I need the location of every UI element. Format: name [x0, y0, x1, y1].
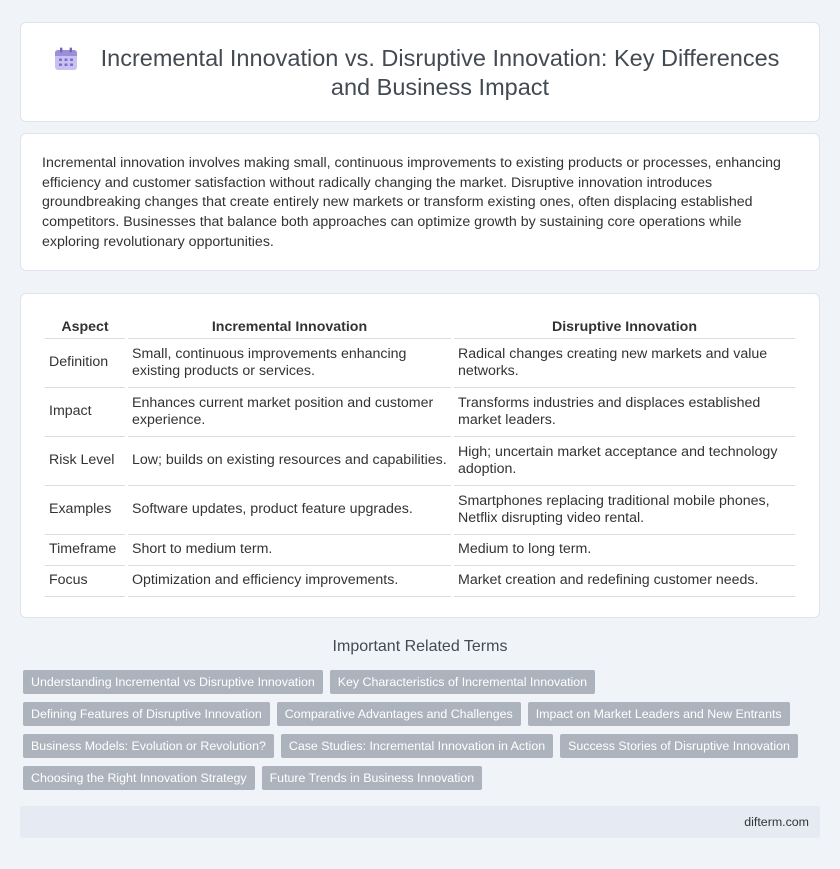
site-name[interactable]: difterm.com	[744, 815, 809, 829]
disruptive-cell: Smartphones replacing traditional mobile phones, Netflix disrupting video rental.	[454, 486, 795, 535]
header-card	[20, 22, 820, 122]
aspect-cell: Focus	[45, 566, 125, 597]
related-term-tag[interactable]: Success Stories of Disruptive Innovation	[560, 734, 798, 758]
related-term-tag[interactable]: Understanding Incremental vs Disruptive Innovation	[23, 670, 323, 694]
related-term-tag[interactable]: Choosing the Right Innovation Strategy	[23, 766, 255, 790]
table-row	[45, 566, 795, 597]
related-terms-list	[23, 670, 813, 798]
related-term-tag[interactable]: Comparative Advantages and Challenges	[277, 702, 521, 726]
table-row	[45, 339, 795, 388]
disruptive-cell: Radical changes creating new markets and value networks.	[454, 339, 795, 388]
page-title: Incremental Innovation vs. Disruptive Innovation: Key Differences and Business Impact	[100, 45, 780, 100]
aspect-cell: Impact	[45, 388, 125, 437]
column-header-incremental: Incremental Innovation	[128, 312, 451, 339]
table-row	[45, 388, 795, 437]
aspect-cell: Timeframe	[45, 535, 125, 566]
aspect-cell: Risk Level	[45, 437, 125, 486]
disruptive-cell: Medium to long term.	[454, 535, 795, 566]
table-row	[45, 535, 795, 566]
comparison-card	[20, 293, 820, 618]
related-term-tag[interactable]: Impact on Market Leaders and New Entrants	[528, 702, 790, 726]
table-row	[45, 437, 795, 486]
disruptive-cell: Transforms industries and displaces established market leaders.	[454, 388, 795, 437]
column-header-aspect: Aspect	[45, 312, 125, 339]
table-header-row	[45, 312, 795, 339]
disruptive-cell: High; uncertain market acceptance and technology adoption.	[454, 437, 795, 486]
related-term-tag[interactable]: Defining Features of Disruptive Innovation	[23, 702, 270, 726]
related-terms-heading: Important Related Terms	[332, 638, 508, 655]
intro-paragraph: Incremental innovation involves making small, continuous improvements to existing products or processes, enhancing efficiency and customer satisfaction without radically changing the market. Disruptive innovation introduces groundbreaking changes that create entirely new markets or transform existing ones, often displacing established competitors. Businesses that balance both approaches can optimize growth by sustaining core operations while exploring revolutionary opportunities.	[42, 155, 781, 250]
column-header-disruptive: Disruptive Innovation	[454, 312, 795, 339]
related-term-tag[interactable]: Business Models: Evolution or Revolution?	[23, 734, 274, 758]
table-row	[45, 486, 795, 535]
disruptive-cell: Market creation and redefining customer needs.	[454, 566, 795, 597]
related-term-tag[interactable]: Case Studies: Incremental Innovation in Action	[281, 734, 553, 758]
incremental-cell: Software updates, product feature upgrades.	[128, 486, 451, 535]
incremental-cell: Low; builds on existing resources and capabilities.	[128, 437, 451, 486]
aspect-cell: Definition	[45, 339, 125, 388]
incremental-cell: Small, continuous improvements enhancing existing products or services.	[128, 339, 451, 388]
incremental-cell: Enhances current market position and customer experience.	[128, 388, 451, 437]
related-term-tag[interactable]: Future Trends in Business Innovation	[262, 766, 483, 790]
incremental-cell: Short to medium term.	[128, 535, 451, 566]
intro-card	[20, 133, 820, 271]
incremental-cell: Optimization and efficiency improvements.	[128, 566, 451, 597]
comparison-table	[42, 312, 798, 597]
related-term-tag[interactable]: Key Characteristics of Incremental Innovation	[330, 670, 595, 694]
footer	[20, 806, 820, 838]
aspect-cell: Examples	[45, 486, 125, 535]
